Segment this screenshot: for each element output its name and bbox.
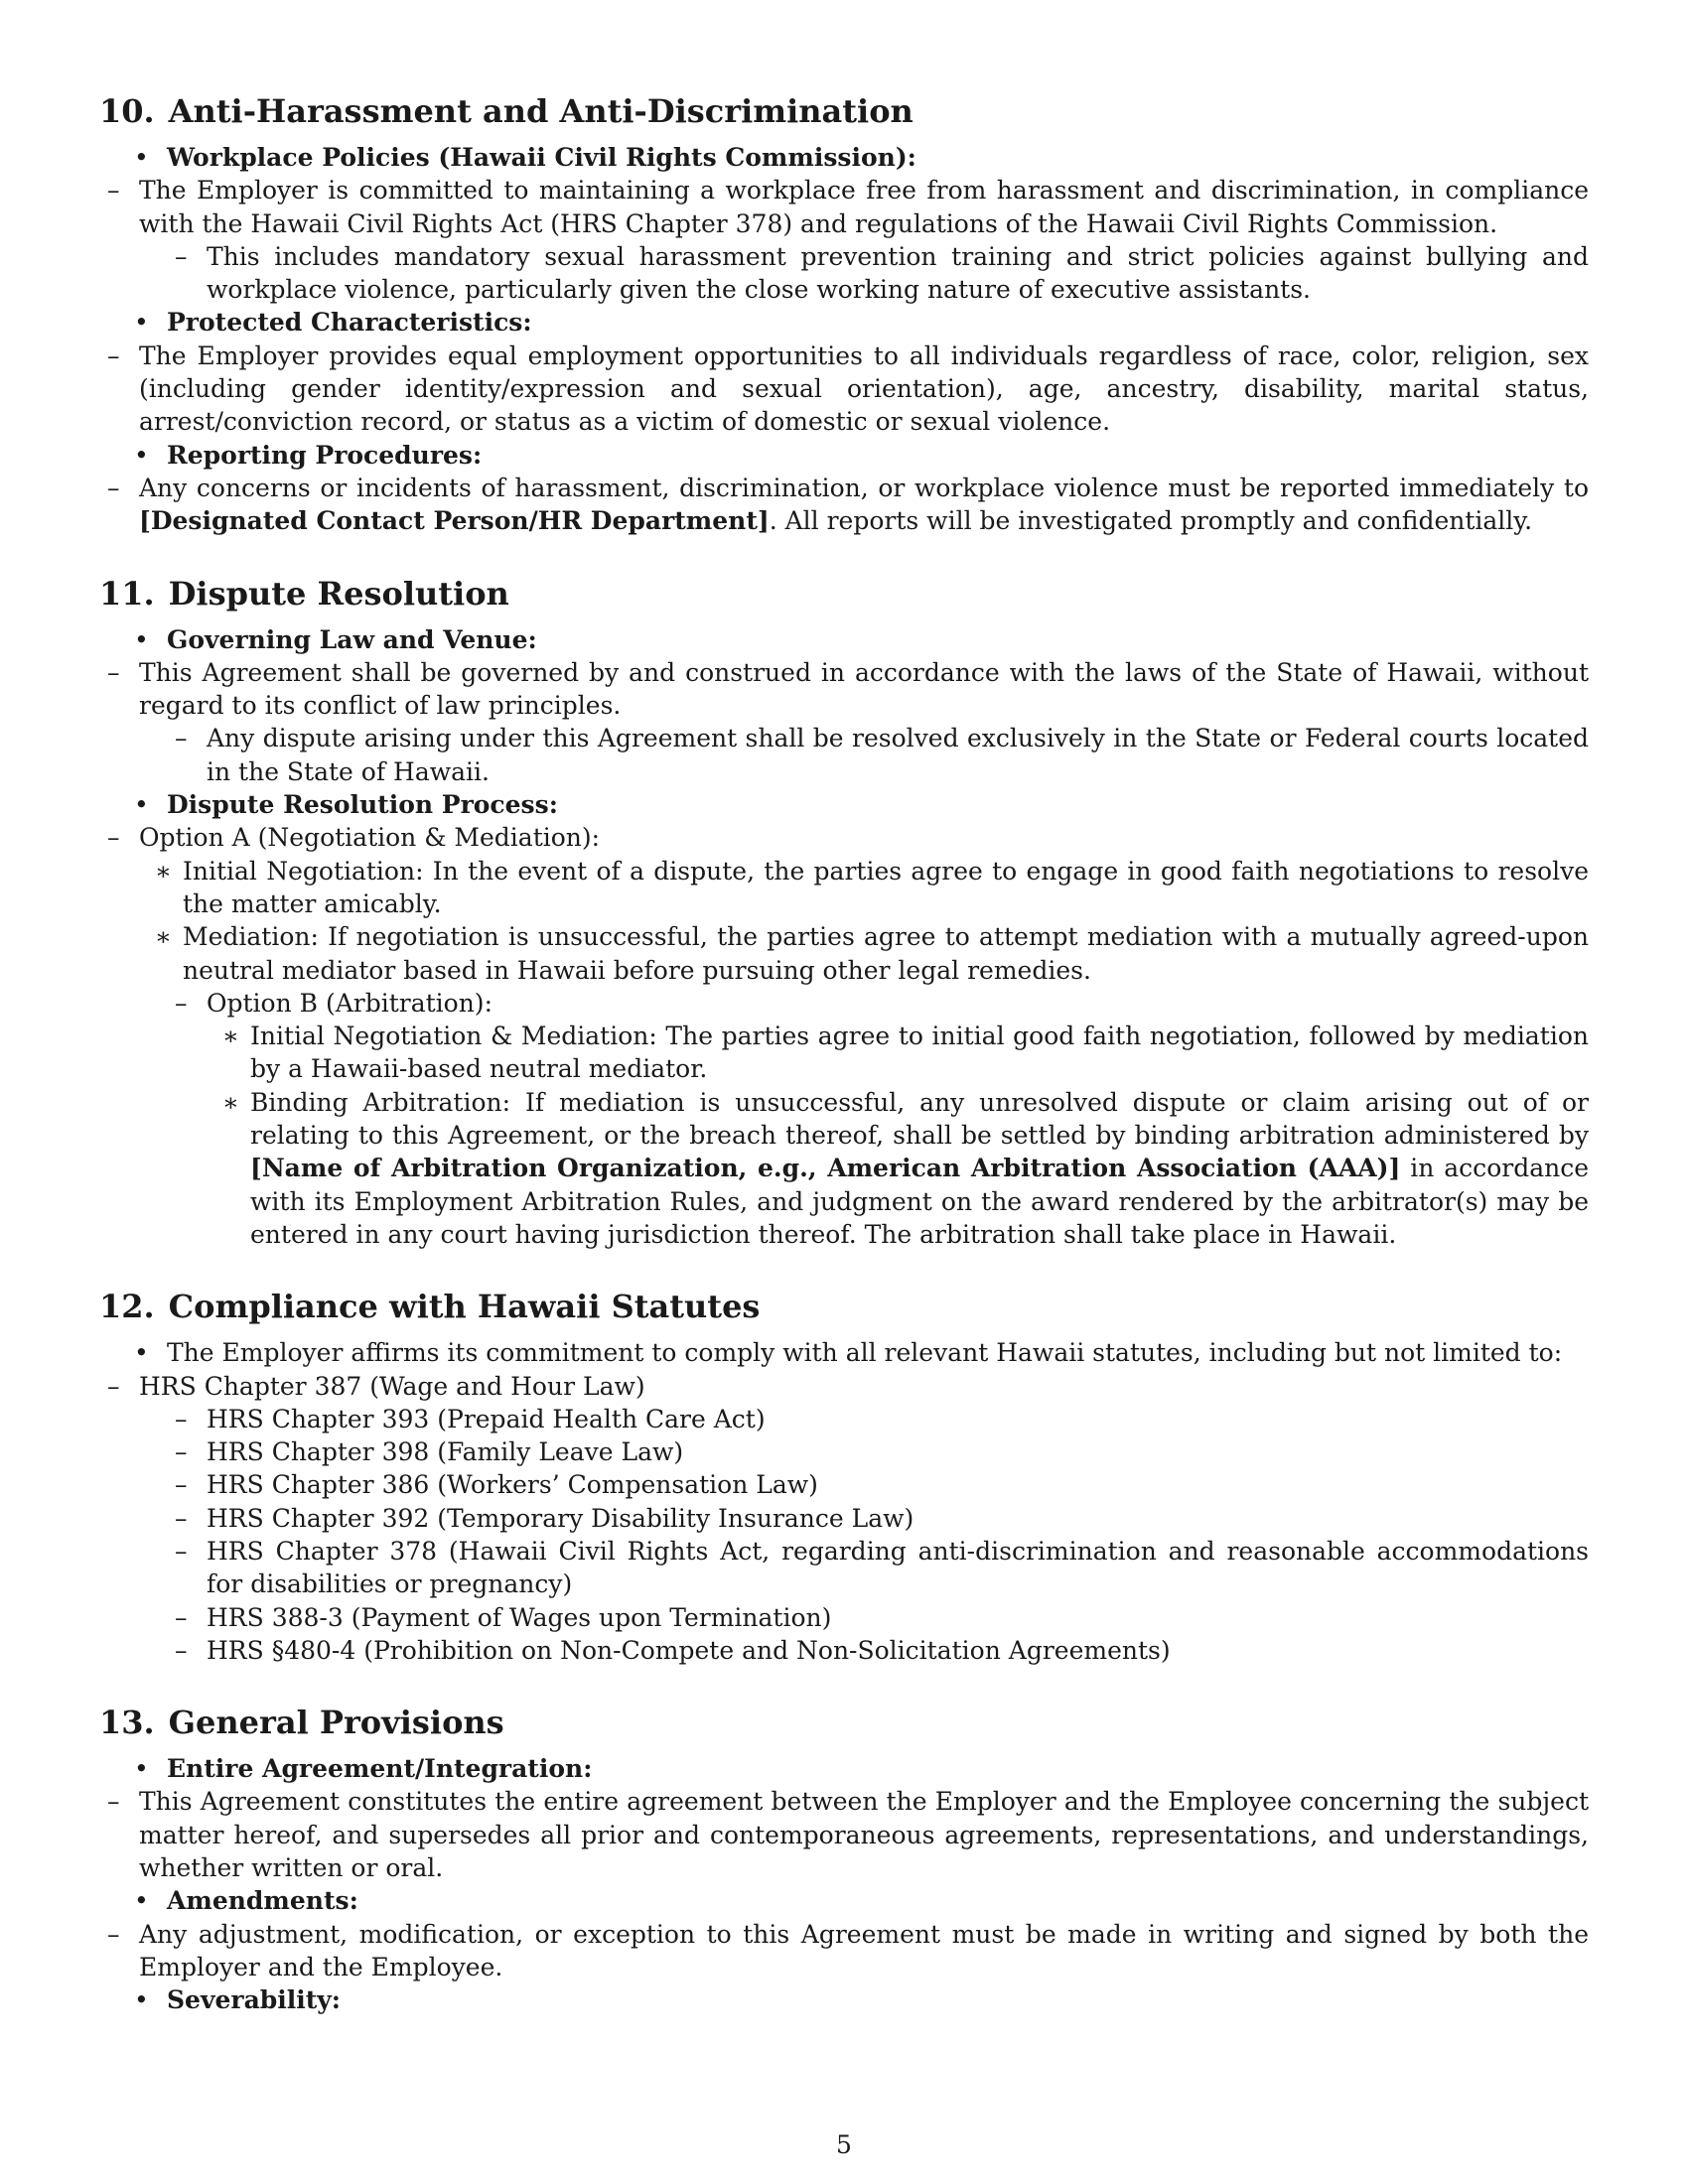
list-item <box>99 1752 1589 1884</box>
document-page <box>99 91 1589 2017</box>
point-item: ∗ Initial Negotiation: In the event of a dispute, the parties agree to engage in good faith negotiations to resolve the matter amicably. <box>131 855 1589 921</box>
statute-item: – HRS Chapter 378 (Hawaii Civil Rights Act, regarding anti-discrimination and reasonable accommodations for disabilities or pregnancy) <box>147 1535 1589 1601</box>
statute-item: – HRS 388-3 (Payment of Wages upon Termination) <box>147 1601 1589 1634</box>
statute-item: – HRS §480-4 (Prohibition on Non-Compete and Non-Solicitation Agreements) <box>147 1634 1589 1667</box>
item-label: Dispute Resolution Process: <box>167 790 558 820</box>
section-heading <box>99 1287 1589 1326</box>
bullet-list <box>99 141 1589 538</box>
text-run: Any concerns or incidents of harassment, discrimination, or workplace violence must be reported immediately to <box>139 473 1589 502</box>
list-item <box>99 788 1589 1251</box>
sub-item <box>147 987 1589 1251</box>
sub-item: – The Employer is committed to maintaining a workplace free from harassment and discrimination, in compliance with the Hawaii Civil Rights Act (HRS Chapter 378) and regulations of the Hawaii Civil Rights Commission. <box>79 174 1589 240</box>
item-label: Entire Agreement/Integration: <box>167 1754 593 1784</box>
item-label: Protected Characteristics: <box>167 308 532 338</box>
page-number: 5 <box>836 2130 852 2159</box>
section-heading <box>99 91 1589 131</box>
statute-item: – HRS Chapter 386 (Workers’ Compensation Law) <box>147 1468 1589 1501</box>
statute-item: – HRS Chapter 393 (Prepaid Health Care Act) <box>147 1403 1589 1435</box>
section-anti-harassment <box>99 91 1589 538</box>
item-label: Governing Law and Venue: <box>167 624 537 654</box>
point-list <box>199 1020 1589 1251</box>
sub-item: – This Agreement constitutes the entire agreement between the Employer and the Employee concerning the subject matter hereof, and supersedes all prior and contemporaneous agreements, representations, and understandings, whether written or oral. <box>79 1785 1589 1884</box>
list-item <box>99 1336 1589 1667</box>
point-item: ∗ Mediation: If negotiation is unsuccessful, the parties agree to attempt mediation with a mutually agreed-upon neutral mediator based in Hawaii before pursuing other legal remedies. <box>131 920 1589 987</box>
sub-list <box>139 656 1589 788</box>
sub-list <box>139 1785 1589 1884</box>
bullet-list <box>99 1336 1589 1667</box>
section-title: Anti-Harassment and Anti-Discrimination <box>168 92 914 130</box>
bullet-list <box>99 1752 1589 2016</box>
sub-list <box>139 340 1589 439</box>
section-number: 10. <box>99 92 155 130</box>
sub-item: – Any adjustment, modification, or exception to this Agreement must be made in writing and signed by both the Employer and the Employee. <box>79 1918 1589 1984</box>
statute-list <box>139 1370 1589 1668</box>
item-label: Severability: <box>167 1985 342 2015</box>
item-label: Amendments: <box>167 1886 358 1916</box>
section-general-provisions <box>99 1703 1589 2016</box>
compliance-intro: The Employer affirms its commitment to comply with all relevant Hawaii statutes, including but not limited to: <box>167 1338 1563 1368</box>
statute-item: – HRS Chapter 392 (Temporary Disability Insurance Law) <box>147 1502 1589 1535</box>
list-item <box>99 306 1589 438</box>
list-item <box>99 1884 1589 1983</box>
sub-item: – This includes mandatory sexual harassment prevention training and strict policies against bullying and workplace violence, particularly given the close working nature of executive assistants. <box>147 240 1589 307</box>
sub-list <box>139 174 1589 306</box>
sub-item: – The Employer provides equal employment opportunities to all individuals regardless of race, color, religion, sex (including gender identity/expression and sexual orientation), age, ancestry, disability, marital status, arrest/conviction record, or status as a victim of domestic or sexual violence. <box>79 340 1589 439</box>
list-item <box>99 439 1589 538</box>
option-title: Option A (Negotiation & Mediation): <box>139 823 601 853</box>
statute-item: – HRS Chapter 387 (Wage and Hour Law) <box>79 1370 1589 1403</box>
list-item <box>99 623 1589 788</box>
section-heading <box>99 1703 1589 1742</box>
option-title: Option B (Arbitration): <box>207 988 492 1018</box>
sub-item: – Any dispute arising under this Agreement shall be resolved exclusively in the State or Federal courts located in the State of Hawaii. <box>147 722 1589 788</box>
section-heading <box>99 574 1589 614</box>
sub-list <box>139 821 1589 1251</box>
sub-list <box>139 472 1589 538</box>
section-compliance <box>99 1287 1589 1667</box>
section-title: Compliance with Hawaii Statutes <box>168 1288 761 1326</box>
point-item <box>199 1086 1589 1251</box>
section-title: General Provisions <box>168 1704 504 1742</box>
placeholder-arbitration-org: [Name of Arbitration Organization, e.g., American Arbitration Association (AAA)] <box>250 1154 1401 1183</box>
section-number: 11. <box>99 574 155 613</box>
placeholder-contact: [Designated Contact Person/HR Department] <box>139 506 770 536</box>
item-label: Workplace Policies (Hawaii Civil Rights Commission): <box>167 143 916 172</box>
sub-item: – This Agreement shall be governed by and construed in accordance with the laws of the State of Hawaii, without regard to its conflict of law principles. <box>79 656 1589 723</box>
text-run: Binding Arbitration: If mediation is unsuccessful, any unresolved dispute or claim arising out of or relating to this Agreement, or the breach thereof, shall be settled by binding arbitration administered by <box>250 1087 1589 1151</box>
section-title: Dispute Resolution <box>168 574 509 613</box>
list-item <box>99 1983 1589 2016</box>
point-list <box>131 855 1589 987</box>
text-run: in accordance with its Employment Arbitration Rules, and judgment on the award rendered by the arbitrator(s) may be entered in any court having jurisdiction thereof. The arbitration shall take place in Hawaii. <box>250 1154 1589 1249</box>
statute-item: – HRS Chapter 398 (Family Leave Law) <box>147 1435 1589 1468</box>
text-run: . All reports will be investigated promptly and confidentially. <box>769 506 1533 536</box>
section-dispute-resolution <box>99 574 1589 1252</box>
sub-item <box>79 472 1589 538</box>
sub-item <box>79 821 1589 986</box>
bullet-list <box>99 623 1589 1252</box>
item-label: Reporting Procedures: <box>167 440 483 470</box>
point-item: ∗ Initial Negotiation & Mediation: The parties agree to initial good faith negotiation, followed by mediation by a Hawaii-based neutral mediator. <box>199 1020 1589 1086</box>
section-number: 13. <box>99 1704 155 1742</box>
section-number: 12. <box>99 1288 155 1326</box>
list-item <box>99 141 1589 306</box>
sub-list <box>139 1918 1589 1984</box>
